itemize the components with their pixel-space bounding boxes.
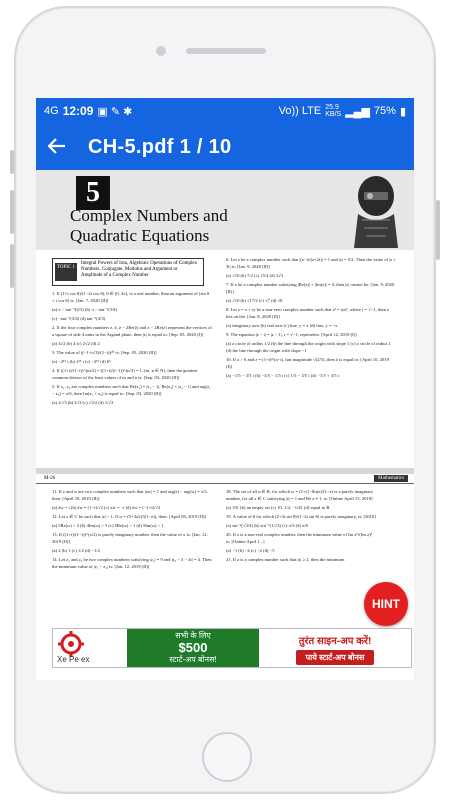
question-text: 21. If z is a complex number such that |z| ≥ 2, then the minimum <box>226 557 345 562</box>
ad-offer-line2: स्टार्ट-अप बोनस! <box>169 655 217 664</box>
battery-level: 75% <box>373 105 396 117</box>
question-text: (a) 5Re(ω) > 4 (b) 4Im(ω) > 5 (c) 5Re(ω) > 1 (d) 5Im(ω) < 1 <box>52 523 164 528</box>
ad-offer-line1: सभी के लिए <box>175 631 211 640</box>
question-text: 18. The set of all α ∈ R, for which w = (1+(1−8α)z)/(1−z) is a purely imaginary number, for all z ∈ C satisfying |z| = 1 and Re z ≠ 1, is: [Online April 15, 2018] <box>226 489 374 501</box>
ad-logo <box>53 629 127 667</box>
earpiece <box>186 48 266 54</box>
chapter-title <box>70 206 228 246</box>
power-button[interactable] <box>436 200 440 260</box>
question-text: 2. If the four complex numbers z, z̄, z̄ − 2Re(z̄) and z − 2Re(z) represent the vertices of a square of side 4 units in the Argand plane, then |z| is equal to: [Sep. 05, 2020 (I)] <box>52 325 212 337</box>
ad-cta <box>259 631 411 665</box>
pdf-page-1 <box>36 170 414 474</box>
volume-down-button[interactable] <box>10 244 14 288</box>
question-text: 1. If (1+i cos θ)/(1−2i cos θ), θ ∈ [0, 2π], is a real number, then an argument of (sin θ + i cos θ) is: [Jan. 7, 2020 (II)] <box>52 291 210 303</box>
question-text: 9. The equation |z − i| = |z − 1|, i = √−1, represents: [April 12, 2019 (I)] <box>226 332 357 337</box>
ad-offer-amount: $500 <box>178 640 208 655</box>
pdf-page-2 <box>36 474 414 642</box>
page1-left-column <box>52 290 212 408</box>
android-nav-bar <box>36 672 414 680</box>
ad-brand: Xe Pe ex <box>57 655 90 664</box>
ad-offer <box>127 629 259 667</box>
question-text: 3. The value of ((−1+i√3)/(1−i))³⁰ is: [Sep. 05, 2020 (II)] <box>52 350 157 355</box>
page2-right-column <box>226 488 376 565</box>
question-text: 19. A value of θ for which (2+3i sin θ)/(1−2i sin θ) is purely imaginary, is: [2016] <box>226 514 376 519</box>
chapter-title-line1: Complex Numbers and <box>70 206 228 225</box>
status-bar <box>36 98 414 124</box>
question-text: 20. If z is a non-real complex number, then the minimum value of Im z⁵/(Im z)⁵ is: [Online April 1...] <box>226 532 373 544</box>
question-text: (c) −tan⁻¹(3/4) (d) tan⁻¹(4/3) <box>52 316 106 321</box>
question-text: (a) sin⁻¹(√3/4) (b) sin⁻¹(1/√3) (c) π/3 (d) π/6 <box>226 523 308 528</box>
chapter-title-line2: Quadratic Equations <box>70 226 210 245</box>
chapter-number: 5 <box>76 176 110 210</box>
pdf-viewer[interactable] <box>36 170 414 642</box>
data-rate: 25.9 KB/S <box>325 104 342 118</box>
question-text: (a) z̄w = i (b) z̄w = (1−i)/√2 (c) zw̄ = −i (d) z̄w = (−1+i)/√2 <box>52 505 161 510</box>
question-text: (a) 2/√3 (b) 2√3 (c) √3/2 (d) 1/√3 <box>52 400 114 405</box>
question-text: (a) √10 (b) 7/2 (c) 15/4 (d) 2√3 <box>226 273 284 278</box>
ad-banner[interactable] <box>52 628 412 668</box>
page2-header <box>36 474 414 484</box>
signal-label: Vo)) LTE <box>278 105 322 117</box>
question-text: (a) 4√2 (b) 4 (c) 2√2 (d) 2 <box>52 341 100 346</box>
question-text: (a) {0} (b) an empty set (c) {0, 1/4, −1/4} (d) equal to R <box>226 505 330 510</box>
status-time: 12:09 <box>62 104 94 118</box>
hint-button[interactable]: HINT <box>364 582 408 626</box>
question-text: 7. If z be a complex number satisfying |Re(z)| + |Im(z)| = 4, then |z| cannot be: [Jan. 9, 2020 (II)] <box>226 282 395 294</box>
home-button[interactable] <box>202 732 252 782</box>
notification-icon: ▣ ✎ ✱ <box>97 105 133 118</box>
question-text: 11. If z and w are two complex numbers such that |zw| = 1 and arg(z) − arg(w) = π/2, then: [April 10, 2019 (II)] <box>52 489 208 501</box>
question-text: (a) −1 (b) −4 (c) −2 (d) −5 <box>226 548 275 553</box>
question-text: 13. If ((1+i)/(1−i))^(x/2) is purely imaginary number, then the value of x is: [Jan. 12, 2019 (II)] <box>52 532 208 544</box>
document-title: CH-5.pdf 1 / 10 <box>88 135 232 158</box>
mute-switch[interactable] <box>10 150 14 174</box>
subject-label: Mathematics <box>374 475 408 482</box>
page-number: M-26 <box>44 476 56 481</box>
volume-up-button[interactable] <box>10 190 14 234</box>
ad-cta-button[interactable]: पाये स्टार्ट-अप बोनस <box>296 650 375 665</box>
question-text: 14. Let z₁ and z₂ be two complex numbers satisfying |z₁| = 9 and |z₂ − 3 − 4i| = 4. Then the minimum value of |z₁ − z₂| is: [Jan. 12, 2019 (II)] <box>52 557 212 569</box>
question-text: (a) −2¹⁵ i (b) 2¹⁵ i (c) −2¹⁵ (d) 6⁵ <box>52 359 111 364</box>
topic-box <box>52 258 204 286</box>
robot-illustration <box>338 174 408 248</box>
question-text: (a) π − tan⁻¹(4/3) (b) π − tan⁻¹(3/4) <box>52 307 118 312</box>
question-text: (a) a circle of radius 1/2 (b) the line through the origin with slope 1 (c) a circle of radius 1 (d) the line through the origin with slope −1 <box>226 341 391 353</box>
question-text: (a) 2 (b) 1 (c) 1/2 (d) −1/2 <box>52 548 100 553</box>
battery-icon: ▮ <box>399 105 406 118</box>
question-text: (a) −1/5 − 3/5 i (b) −3/5 − 1/5 i (c) 1/5 − 3/5 i (d) −1/5 + 3/5 i <box>226 373 339 378</box>
network-type: 4G <box>44 105 59 117</box>
question-text: 12. Let z ∈ C be such that |z| < 1. If ω = (5+3z)/(5(1−z)), then: [April 09, 2019 (II)] <box>52 514 207 519</box>
app-toolbar <box>36 124 414 170</box>
question-text: 4. If ((1+i)/(1−i))^(m/2) = ((1+i)/(i−1))^(n/3) = 1, (m, n ∈ N), then the greatest common divisor of the least values of m and n is: [Sep. 03, 2020 (II)] <box>52 368 198 380</box>
page2-left-column <box>52 488 212 572</box>
phone-screen <box>36 98 414 680</box>
topic-text: Integral Powers of Iota, Algebraic Operations of Complex Numbers, Conjugate, Modulus and Argument or Amplitude of a Complex Number <box>81 261 198 278</box>
question-text: 6. Let z be a complex number such that |(z−i)/(z+2i)| = 1 and |z| = 5/2. Then the value of |z + 3i| is: [Jan. 9, 2020 (II)] <box>226 257 396 269</box>
question-text: 5. If z₁, z₂ are complex numbers such that Re(z₁) = |z₁ − 1|, Re(z₂) = |z₂ − 1| and arg(z₁ − z₂) = π/6, then Im(z₁ + z₂) is equal to: [Sep. 03, 2020 (II)] <box>52 384 211 396</box>
signal-icon: ▂▄▆ <box>345 105 370 118</box>
back-arrow-icon[interactable] <box>48 136 66 158</box>
question-text: (a) √10 (b) √17/2 (c) √7 (d) √8 <box>226 298 283 303</box>
question-text: (a) imaginary axis (b) real axis (c) line, y = x (d) line, y = −x <box>226 323 338 328</box>
topic-tag: TOPIC 1 <box>55 263 77 281</box>
page1-right-column <box>226 256 396 381</box>
front-camera <box>156 46 166 56</box>
question-text: 8. Let z = x + iy be a non-zero complex number such that z² = i|z|², where i = √−1, then z lies on the: [Jan. 8, 2020 (II)] <box>226 307 390 319</box>
question-text: 10. If a > 0 and z = (1+i)²/(a−i), has magnitude √(2/5), then z̄ is equal to: [April 10, 2019 (I)] <box>226 357 389 369</box>
ad-cta-heading: तुरंत साइन-अप करें! <box>298 636 372 647</box>
